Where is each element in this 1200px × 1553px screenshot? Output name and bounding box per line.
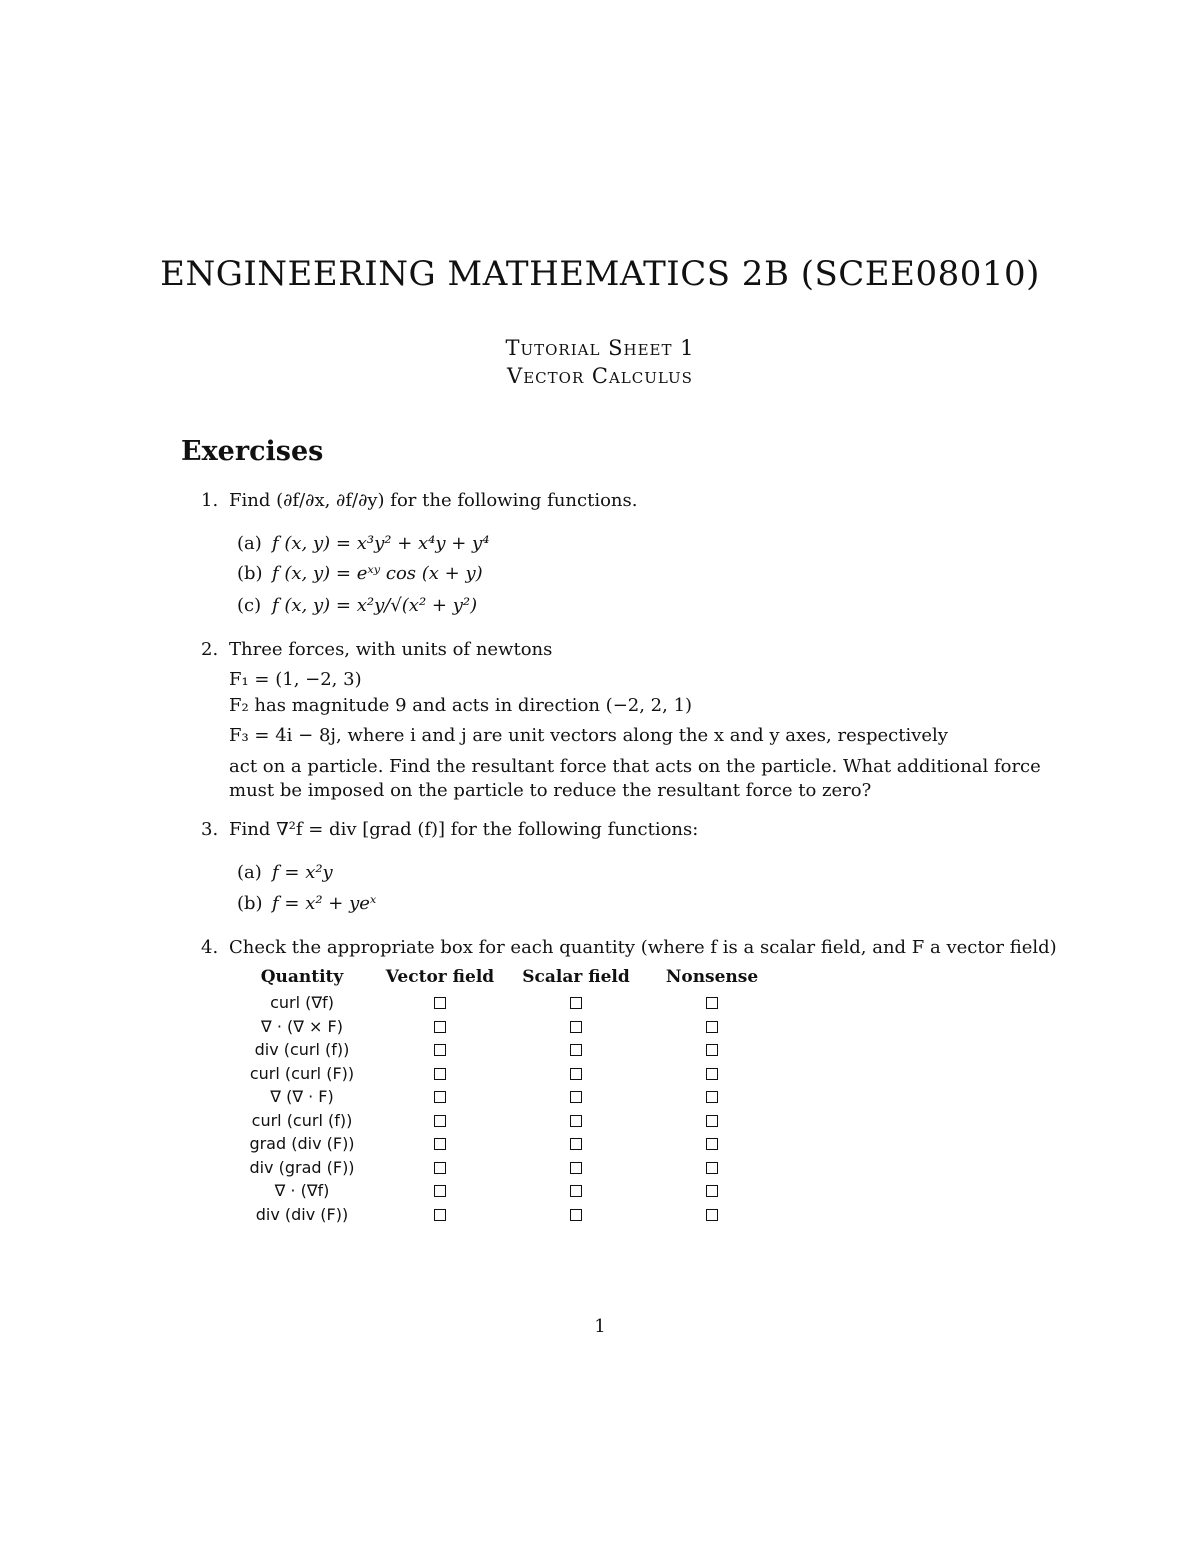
quantity-cell: ∇ · (∇ × F) [261,1016,343,1036]
q1-part-b-label: (b) [237,563,263,584]
q3-part-b-expr: f = x² + yeˣ [272,893,377,914]
q2-tail-line-2: must be imposed on the particle to reduce the resultant force to zero? [229,780,872,801]
quantity-cell: curl (curl (F)) [249,1063,355,1083]
vector-field-checkbox[interactable] [434,1209,446,1221]
nonsense-checkbox[interactable] [706,1044,718,1056]
vector-field-checkbox[interactable] [434,1068,446,1080]
header-nonsense: Nonsense [665,967,759,987]
q2-text: Three forces, with units of newtons [229,639,553,660]
scalar-field-checkbox[interactable] [570,1185,582,1197]
q3-text: Find ∇²f = div [grad (f)] for the following functions: [229,819,699,840]
table-row [232,1062,780,1086]
q3-number: 3. [201,819,219,840]
vector-field-checkbox[interactable] [434,1044,446,1056]
q2-force-3: F₃ = 4i − 8j, where i and j are unit vectors along the x and y axes, respectively [229,725,948,746]
vector-field-checkbox[interactable] [434,1115,446,1127]
scalar-field-checkbox[interactable] [570,997,582,1009]
quantity-cell: ∇ (∇ · F) [270,1087,334,1107]
subtitle-tutorial-sheet: Tutorial Sheet 1 [505,336,695,360]
vector-field-checkbox[interactable] [434,1185,446,1197]
scalar-field-checkbox[interactable] [570,1021,582,1033]
header-quantity: Quantity [260,967,344,987]
table-row [232,991,780,1015]
section-heading: Exercises [181,436,324,467]
table-row [232,1132,780,1156]
quantity-cell: div (curl (f)) [254,1040,350,1060]
vector-field-checkbox[interactable] [434,1021,446,1033]
q1-part-c-expr: f (x, y) = x²y/√(x² + y²) [272,595,478,616]
q1-number: 1. [201,490,219,511]
nonsense-checkbox[interactable] [706,1115,718,1127]
quantity-classification-table [232,963,780,1226]
quantity-cell: curl (curl (f)) [251,1110,353,1130]
scalar-field-checkbox[interactable] [570,1209,582,1221]
subtitle-topic: Vector Calculus [507,364,693,388]
vector-field-checkbox[interactable] [434,1162,446,1174]
q2-force-1: F₁ = (1, −2, 3) [229,669,362,690]
nonsense-checkbox[interactable] [706,1021,718,1033]
table-row [232,1085,780,1109]
vector-field-checkbox[interactable] [434,997,446,1009]
q1-part-a-expr: f (x, y) = x³y² + x⁴y + y⁴ [272,533,490,554]
scalar-field-checkbox[interactable] [570,1091,582,1103]
table-row [232,1179,780,1203]
table-row [232,1038,780,1062]
q4-number: 4. [201,937,219,958]
page-title: ENGINEERING MATHEMATICS 2B (SCEE08010) [160,254,1040,294]
nonsense-checkbox[interactable] [706,1138,718,1150]
q3-part-a-expr: f = x²y [272,862,333,883]
vector-field-checkbox[interactable] [434,1091,446,1103]
nonsense-checkbox[interactable] [706,1185,718,1197]
page-number: 1 [594,1316,606,1337]
header-vector-field: Vector field [385,967,495,987]
quantity-cell: ∇ · (∇f) [274,1181,330,1201]
q2-tail-line-1: act on a particle. Find the resultant force that acts on the particle. What additional force [229,756,1041,777]
scalar-field-checkbox[interactable] [570,1044,582,1056]
q3-part-a-label: (a) [237,862,262,883]
scalar-field-checkbox[interactable] [570,1068,582,1080]
scalar-field-checkbox[interactable] [570,1115,582,1127]
q4-text: Check the appropriate box for each quantity (where f is a scalar field, and F a vector field) [229,937,1057,958]
nonsense-checkbox[interactable] [706,1068,718,1080]
nonsense-checkbox[interactable] [706,1209,718,1221]
nonsense-checkbox[interactable] [706,997,718,1009]
quantity-cell: grad (div (F)) [249,1134,355,1154]
vector-field-checkbox[interactable] [434,1138,446,1150]
q2-force-2: F₂ has magnitude 9 and acts in direction (−2, 2, 1) [229,695,693,716]
q1-part-c-label: (c) [237,595,262,616]
q1-part-b-expr: f (x, y) = eˣʸ cos (x + y) [272,563,483,584]
quantity-cell: div (div (F)) [255,1204,349,1224]
table-row [232,1109,780,1133]
q1-part-a-label: (a) [237,533,262,554]
quantity-cell: curl (∇f) [270,993,334,1013]
header-scalar-field: Scalar field [522,967,630,987]
scalar-field-checkbox[interactable] [570,1138,582,1150]
q3-part-b-label: (b) [237,893,263,914]
table-row [232,1203,780,1227]
quantity-cell: div (grad (F)) [249,1157,355,1177]
nonsense-checkbox[interactable] [706,1162,718,1174]
table-row [232,1015,780,1039]
nonsense-checkbox[interactable] [706,1091,718,1103]
q1-text: Find (∂f/∂x, ∂f/∂y) for the following functions. [229,490,638,511]
scalar-field-checkbox[interactable] [570,1162,582,1174]
table-row [232,1156,780,1180]
q2-number: 2. [201,639,219,660]
